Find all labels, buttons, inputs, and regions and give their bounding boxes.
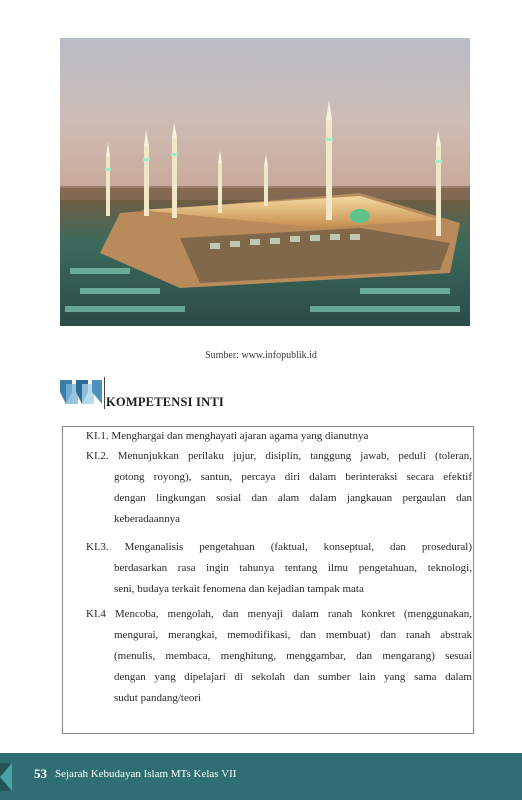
page-prev-arrow-icon — [0, 763, 12, 791]
competency-line: keberadaannya — [114, 513, 180, 525]
section-logo-icon — [58, 376, 104, 408]
competency-line: seni, budaya terkait fenomena dan kejadian tampak mata — [114, 583, 364, 595]
competency-ki2 — [86, 446, 472, 530]
page-footer — [0, 753, 522, 800]
competency-line: KI.2. Menunjukkan perilaku jujur, disiplin, tanggung jawab, peduli (toleran, — [86, 450, 472, 462]
figure-caption: Sumber: www.infopublik.id — [205, 350, 317, 361]
competency-line: KI.1. Menghargai dan menghayati ajaran agama yang dianutnya — [86, 430, 369, 442]
competency-line: berdasarkan rasa ingin tahunya tentang ilmu pengetahuan, teknologi, — [114, 562, 472, 574]
competency-line: dengan yang dipelajari di sekolah dan sumber lain yang sama dalam — [114, 671, 472, 683]
mosque-photo — [60, 38, 470, 326]
competency-line: dengan lingkungan sosial dan alam dalam jangkauan pergaulan dan — [114, 492, 472, 504]
page-number: 53 — [34, 766, 47, 781]
competency-line: KI.3. Menganalisis pengetahuan (faktual, konseptual, dan prosedural) — [86, 541, 472, 553]
competency-ki4 — [86, 604, 472, 709]
book-title: Sejarah Kebudayan Islam MTs Kelas VII — [55, 768, 237, 780]
competency-line: gotong royong), santun, percaya diri dalam berinteraksi secara efektif — [114, 471, 472, 483]
competency-line: sudut pandang/teori — [114, 692, 202, 704]
competency-line: (menulis, membaca, menghitung, menggambar, dan mengarang) sesuai — [114, 650, 472, 662]
competency-ki3 — [86, 537, 472, 600]
competency-line: KI.4 Mencoba, mengolah, dan menyaji dalam ranah konkret (menggunakan, — [86, 608, 472, 620]
section-title-divider — [104, 377, 105, 409]
section-title: KOMPETENSI INTI — [106, 395, 224, 409]
competency-ki1 — [86, 426, 462, 447]
competency-line: mengurai, merangkai, memodifikasi, dan membuat) dan ranah abstrak — [114, 629, 472, 641]
